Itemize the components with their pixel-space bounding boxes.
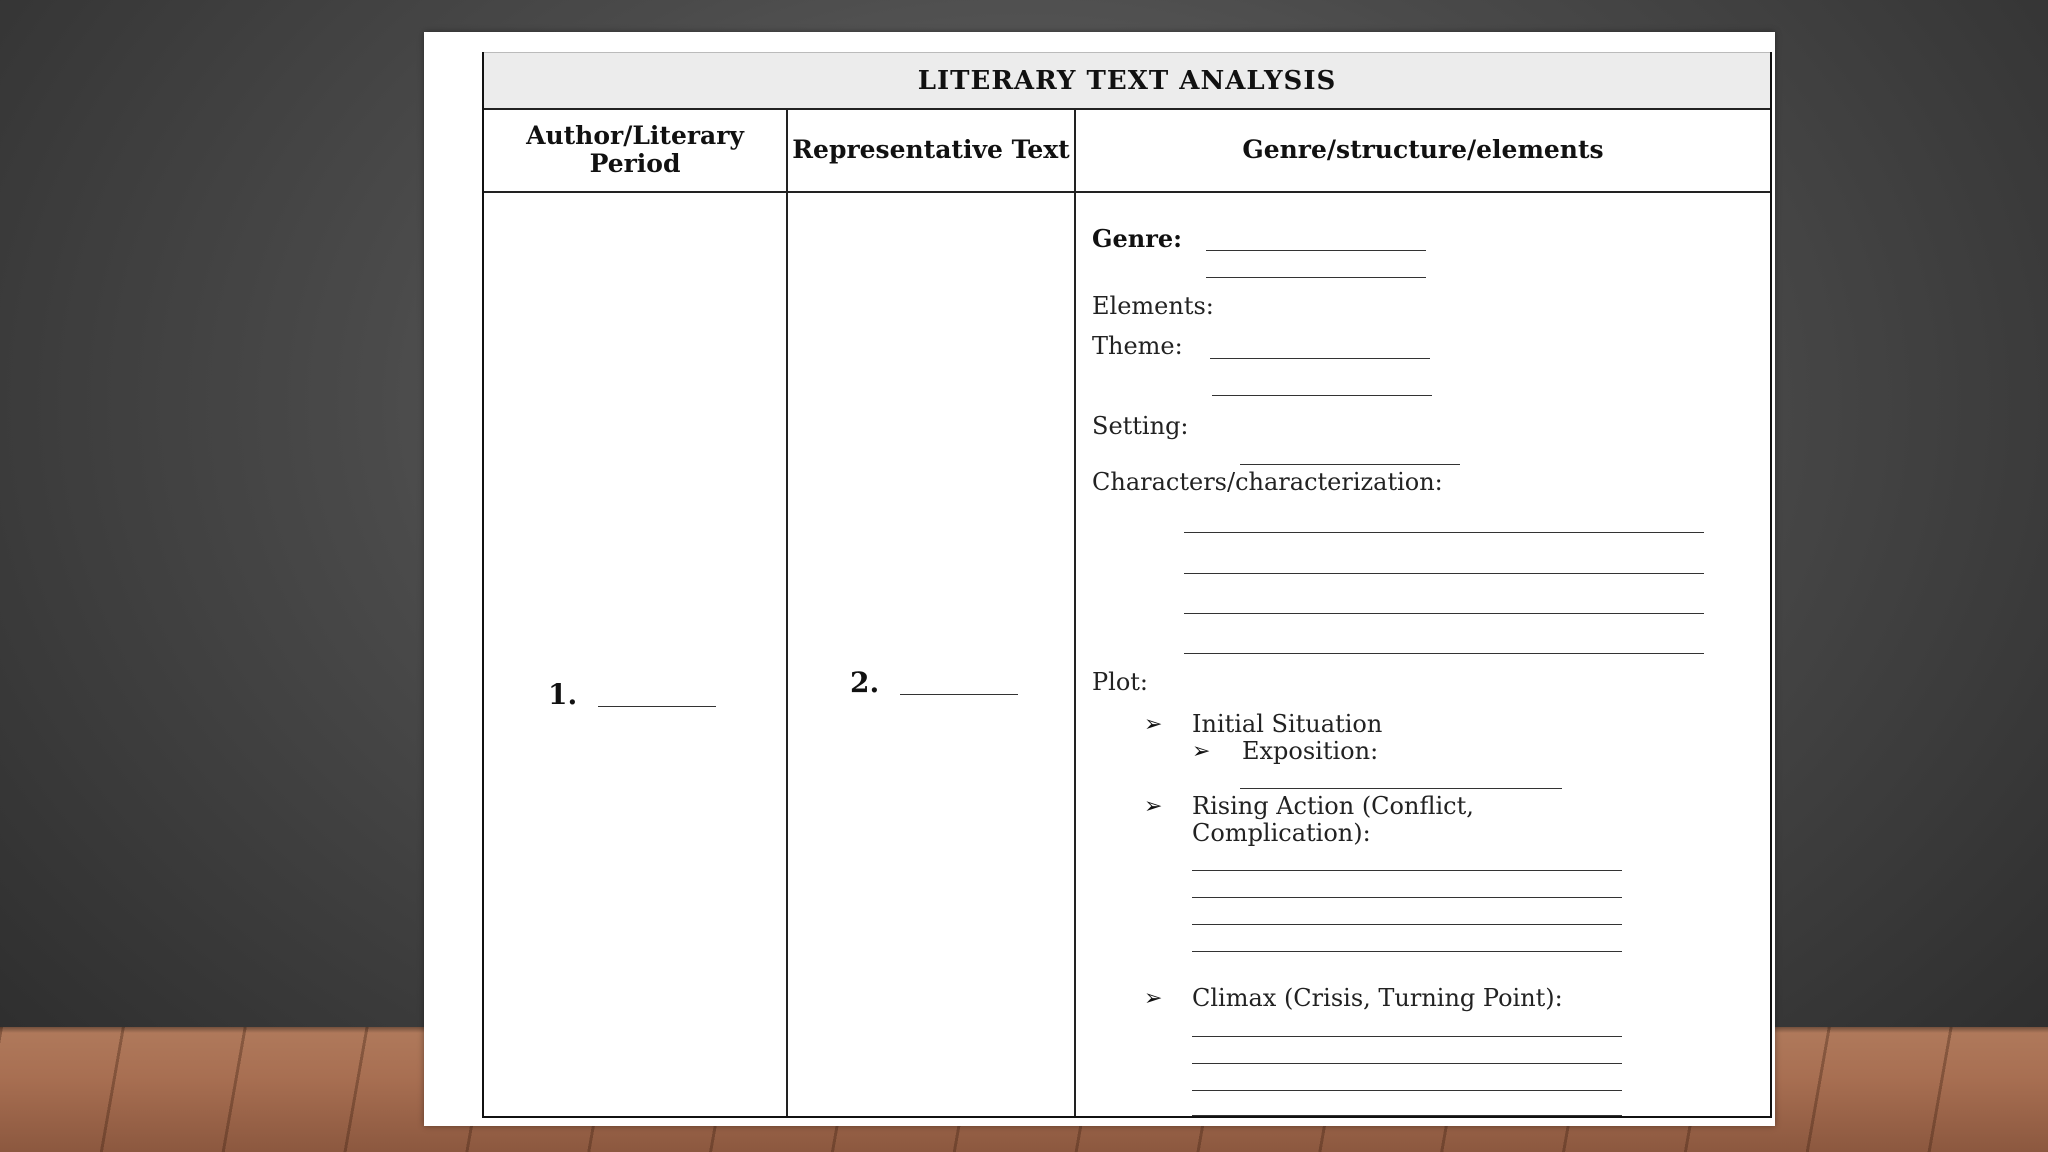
climax-blank[interactable] [1192,1063,1622,1064]
rising-action-blank[interactable] [1192,924,1622,925]
plot-initial-situation: Initial Situation [1192,710,1383,738]
characters-blank[interactable] [1184,613,1704,614]
plot-rising-action-cont: Complication): [1192,819,1371,847]
column-divider [1074,109,1076,1116]
characters-label: Characters/characterization: [1092,468,1443,496]
arrowhead-bullet-icon: ➢ [1144,794,1163,819]
plot-exposition: Exposition: [1242,737,1379,765]
arrowhead-bullet-icon: ➢ [1144,712,1163,737]
plot-rising-action: Rising Action (Conflict, [1192,792,1474,820]
worksheet-slide [424,32,1775,1126]
genre-blank[interactable] [1206,277,1426,278]
plot-label: Plot: [1092,668,1149,696]
characters-blank[interactable] [1184,573,1704,574]
arrowhead-bullet-icon: ➢ [1192,739,1211,764]
column-header-text: Representative Text [788,109,1074,193]
elements-label: Elements: [1092,292,1214,320]
theme-blank[interactable] [1212,395,1432,396]
theme-blank[interactable] [1210,358,1430,359]
climax-blank[interactable] [1192,1090,1622,1091]
rising-action-blank[interactable] [1192,897,1622,898]
answer-blank-1[interactable] [598,706,716,707]
characters-blank[interactable] [1184,653,1704,654]
rising-action-blank[interactable] [1192,951,1622,952]
analysis-table [482,52,1772,1118]
theme-label: Theme: [1092,332,1183,360]
setting-blank[interactable] [1240,464,1460,465]
setting-label: Setting: [1092,412,1189,440]
plot-climax: Climax (Crisis, Turning Point): [1192,984,1563,1012]
exposition-blank[interactable] [1240,788,1562,789]
column-divider [786,109,788,1116]
column-header-author: Author/Literary Period [484,109,786,193]
genre-label: Genre: [1092,224,1182,253]
arrowhead-bullet-icon: ➢ [1144,986,1163,1011]
climax-blank[interactable] [1192,1036,1622,1037]
climax-blank[interactable] [1192,1115,1622,1116]
characters-blank[interactable] [1184,532,1704,533]
table-title: LITERARY TEXT ANALYSIS [484,52,1770,110]
column-header-genre: Genre/structure/elements [1076,109,1770,193]
answer-blank-2[interactable] [900,694,1018,695]
item-number-2: 2. [850,666,880,699]
item-number-1: 1. [548,678,578,711]
rising-action-blank[interactable] [1192,870,1622,871]
genre-blank[interactable] [1206,250,1426,251]
